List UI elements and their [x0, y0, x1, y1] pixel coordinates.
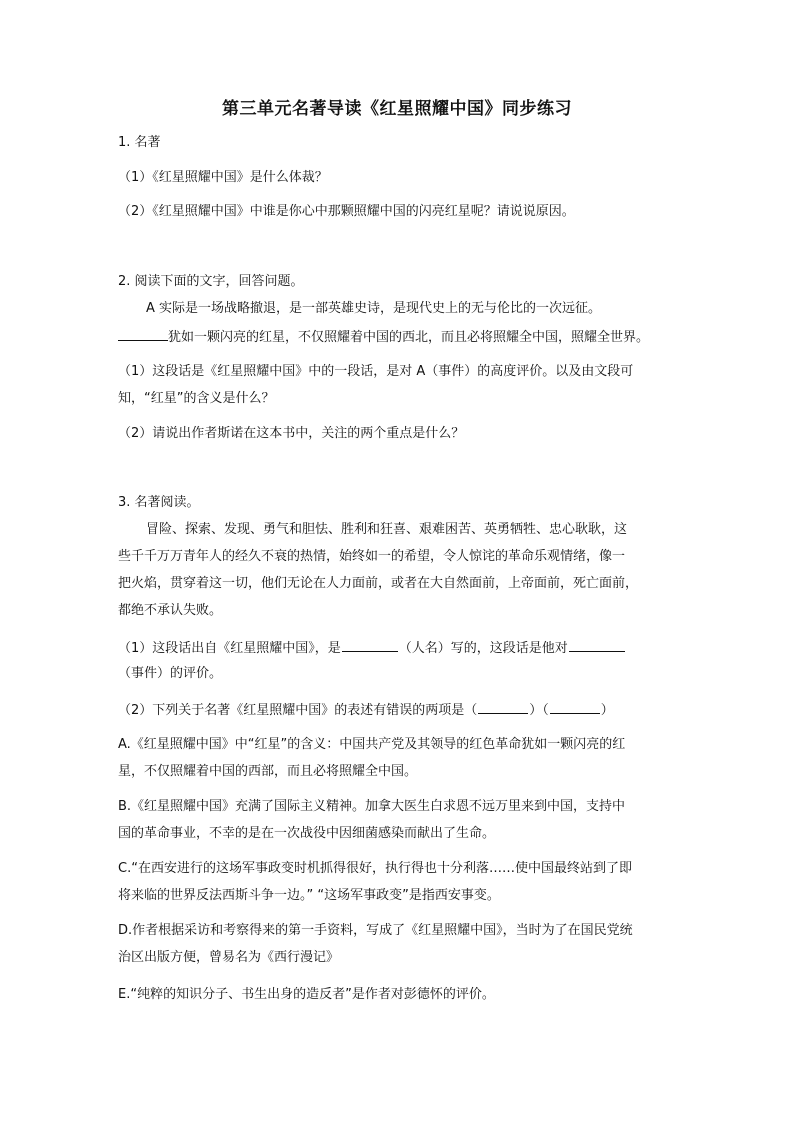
q3-passage-line4: 都绝不承认失败。 — [118, 603, 223, 618]
option-c-line2: 将来临的世界反法西斯斗争一边。” “这场军事政变”是指西安事变。 — [118, 888, 500, 903]
q3-part1-line2: （事件）的评价。 — [118, 666, 223, 681]
q2-part1-line1: （1）这段话是《红星照耀中国》中的一段话，是对 A（事件）的高度评价。以及由文段可 — [118, 364, 634, 379]
q2-passage-line2-text: 犹如一颗闪亮的红星，不仅照耀着中国的西北，而且必将照耀全中国，照耀全世界。 — [168, 330, 650, 345]
q3-part2-text-a: （2）下列关于名著《红星照耀中国》的表述有错误的两项是（ — [118, 703, 478, 718]
q2-heading: 2. 阅读下面的文字，回答问题。 — [118, 274, 304, 289]
q3-part2-text-c: ） — [600, 703, 614, 718]
q1-heading: 1. 名著 — [118, 135, 161, 150]
q2-passage-line1: A 实际是一场战略撤退，是一部英雄史诗，是现代史上的无与伦比的一次远征。 — [146, 301, 602, 316]
q3-heading: 3. 名著阅读。 — [118, 495, 200, 510]
option-a-line2: 星，不仅照耀着中国的西部，而且必将照耀全中国。 — [118, 764, 418, 779]
q3-part2-text-b: ）（ — [529, 703, 549, 718]
option-a-line1: A.《红星照耀中国》中“红星”的含义：中国共产党及其领导的红色革命犹如一颗闪亮的红 — [118, 737, 626, 752]
q3-passage-line2: 些千千万万青年人的经久不衰的热情，始终如一的希望，令人惊诧的革命乐观情绪，像一 — [118, 549, 626, 564]
author-blank[interactable] — [342, 637, 398, 652]
fill-blank[interactable] — [118, 326, 168, 341]
q3-part1-text-b: （人名）写的，这段话是他对 — [398, 641, 568, 656]
option-d-line2: 治区出版方便，曾易名为《西行漫记》 — [118, 950, 340, 965]
q1-part2: （2）《红星照耀中国》中谁是你心中那颗照耀中国的闪亮红星呢？请说说原因。 — [118, 204, 575, 219]
q3-part1-line1 — [118, 637, 678, 659]
q3-passage-line3: 把火焰，贯穿着这一切，他们无论在人力面前，或者在大自然面前，上帝面前，死亡面前， — [118, 576, 639, 591]
event-blank[interactable] — [569, 637, 625, 652]
page-title: 第三单元名著导读《红星照耀中国》同步练习 — [222, 99, 572, 119]
q3-part2 — [118, 699, 678, 721]
q2-passage-line2 — [118, 326, 678, 348]
option-b-line2: 国的革命事业，不幸的是在一次战役中因细菌感染而献出了生命。 — [118, 826, 496, 841]
answer-blank-1[interactable] — [478, 699, 528, 714]
option-e: E.“纯粹的知识分子、书生出身的造反者”是作者对彭德怀的评价。 — [118, 987, 495, 1002]
option-c-line1: C.“在西安进行的这场军事政变时机抓得很好，执行得也十分利落……使中国最终站到了即 — [118, 861, 632, 876]
q2-part1-line2: 知，“红星”的含义是什么？ — [118, 391, 275, 406]
q3-part1-text-a: （1）这段话出自《红星照耀中国》，是 — [118, 641, 341, 656]
q3-passage-line1: 冒险、探索、发现、勇气和胆怯、胜利和狂喜、艰难困苦、英勇牺牲、忠心耿耿，这 — [146, 522, 628, 537]
q2-part2: （2）请说出作者斯诺在这本书中，关注的两个重点是什么？ — [118, 426, 465, 441]
option-b-line1: B.《红星照耀中国》充满了国际主义精神。加拿大医生白求恩不远万里来到中国，支持中 — [118, 799, 626, 814]
q1-part1: （1）《红星照耀中国》是什么体裁？ — [118, 170, 328, 185]
answer-blank-2[interactable] — [550, 699, 600, 714]
option-d-line1: D.作者根据采访和考察得来的第一手资料，写成了《红星照耀中国》，当时为了在国民党统 — [118, 923, 633, 938]
